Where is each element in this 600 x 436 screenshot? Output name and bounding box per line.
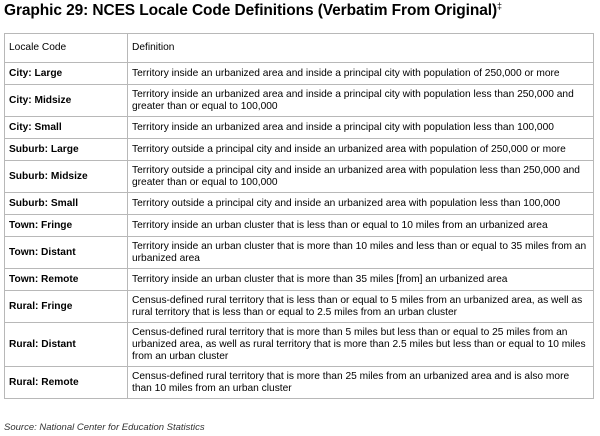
locale-code-cell: Town: Remote (5, 269, 128, 291)
table-row (5, 85, 594, 117)
definition-cell: Territory inside an urbanized area and inside a principal city with population less than 250,000 and greater than or equal to 100,000 (128, 85, 594, 117)
title-text: Graphic 29: NCES Locale Code Definitions (Verbatim From Original) (4, 2, 498, 19)
table-header-row (5, 34, 594, 63)
locale-code-cell: City: Midsize (5, 85, 128, 117)
table-row (5, 237, 594, 269)
table-row (5, 367, 594, 399)
locale-code-cell: Town: Distant (5, 237, 128, 269)
definition-cell: Census-defined rural territory that is less than or equal to 5 miles from an urbanized area, as well as rural territory that is less than or equal to 2.5 miles from an urban cluster (128, 291, 594, 323)
definition-cell: Territory inside an urban cluster that is less than or equal to 10 miles from an urbanized area (128, 215, 594, 237)
definition-cell: Territory outside a principal city and inside an urbanized area with population of 250,000 or more (128, 139, 594, 161)
table-row (5, 269, 594, 291)
locale-code-table (4, 33, 594, 399)
table-row (5, 291, 594, 323)
table-row (5, 139, 594, 161)
locale-code-cell: Town: Fringe (5, 215, 128, 237)
title-footnote-mark: ‡ (497, 0, 502, 11)
locale-code-cell: Suburb: Small (5, 193, 128, 215)
table-row (5, 63, 594, 85)
source-note: Source: National Center for Education Statistics (4, 422, 205, 433)
table-row (5, 193, 594, 215)
definition-cell: Territory inside an urbanized area and inside a principal city with population of 250,000 or more (128, 63, 594, 85)
definition-cell: Census-defined rural territory that is more than 25 miles from an urbanized area and is also more than 10 miles from an urban cluster (128, 367, 594, 399)
definition-cell: Territory outside a principal city and inside an urbanized area with population less than 250,000 and greater than or equal to 100,000 (128, 161, 594, 193)
locale-code-cell: City: Small (5, 117, 128, 139)
definition-cell: Territory outside a principal city and inside an urbanized area with population less than 100,000 (128, 193, 594, 215)
page-title (4, 2, 502, 20)
definition-cell: Territory inside an urbanized area and inside a principal city with population less than 100,000 (128, 117, 594, 139)
locale-code-cell: Rural: Remote (5, 367, 128, 399)
locale-code-cell: Suburb: Large (5, 139, 128, 161)
locale-code-cell: City: Large (5, 63, 128, 85)
table-row (5, 161, 594, 193)
header-definition: Definition (128, 34, 594, 63)
locale-code-cell: Rural: Fringe (5, 291, 128, 323)
table-row (5, 215, 594, 237)
table-row (5, 117, 594, 139)
definition-cell: Territory inside an urban cluster that is more than 10 miles and less than or equal to 35 miles from an urbanized area (128, 237, 594, 269)
locale-code-cell: Rural: Distant (5, 323, 128, 367)
table-row (5, 323, 594, 367)
definition-cell: Territory inside an urban cluster that is more than 35 miles [from] an urbanized area (128, 269, 594, 291)
definition-cell: Census-defined rural territory that is more than 5 miles but less than or equal to 25 miles from an urbanized area, as well as rural territory that is more than 2.5 miles but less than or equal to 10 miles from an urban cluster (128, 323, 594, 367)
locale-code-cell: Suburb: Midsize (5, 161, 128, 193)
header-locale-code: Locale Code (5, 34, 128, 63)
